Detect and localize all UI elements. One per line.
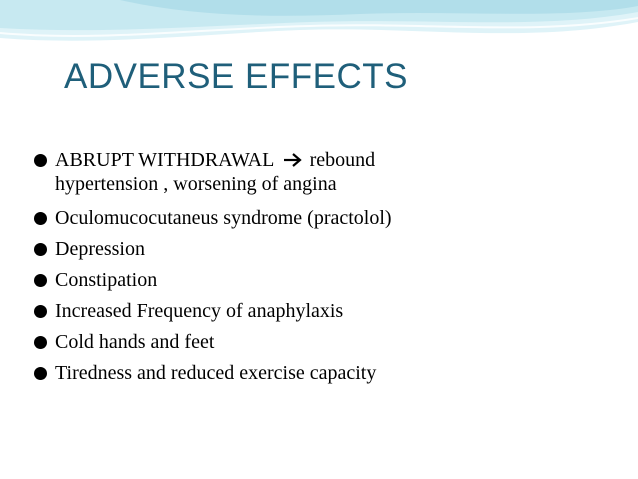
bullet-icon: [34, 367, 47, 380]
bullet-text: Oculomucocutaneus syndrome (practolol): [55, 207, 392, 229]
bullet-icon: [34, 336, 47, 349]
bullet-text: Cold hands and feet: [55, 331, 215, 353]
bullet-item-oculomucocutaneus: [32, 203, 622, 234]
bullet-text: Constipation: [55, 269, 158, 291]
bullet-text-after-arrow: rebound: [309, 149, 376, 171]
bullet-text-line2: hypertension , worsening of angina: [55, 173, 337, 195]
bullet-item-abrupt-withdrawal: [32, 148, 622, 196]
bullet-text: Depression: [55, 238, 145, 260]
bullet-item-constipation: [32, 265, 622, 296]
bullet-icon: [34, 243, 47, 256]
bullet-icon: [34, 305, 47, 318]
bullet-text: Increased Frequency of anaphylaxis: [55, 300, 344, 322]
bullet-text: Tiredness and reduced exercise capacity: [55, 362, 377, 384]
right-arrow-icon: [283, 153, 303, 167]
bullet-icon: [34, 212, 47, 225]
bullet-list: [32, 148, 622, 389]
slide-title: ADVERSE EFFECTS: [64, 57, 408, 96]
bullet-item-depression: [32, 234, 622, 265]
bullet-text: ABRUPT WITHDRAWAL: [55, 149, 274, 171]
bullet-item-anaphylaxis: [32, 296, 622, 327]
bullet-item-tiredness: [32, 358, 622, 389]
bullet-icon: [34, 274, 47, 287]
bullet-icon: [34, 154, 47, 167]
bullet-item-cold-hands: [32, 327, 622, 358]
